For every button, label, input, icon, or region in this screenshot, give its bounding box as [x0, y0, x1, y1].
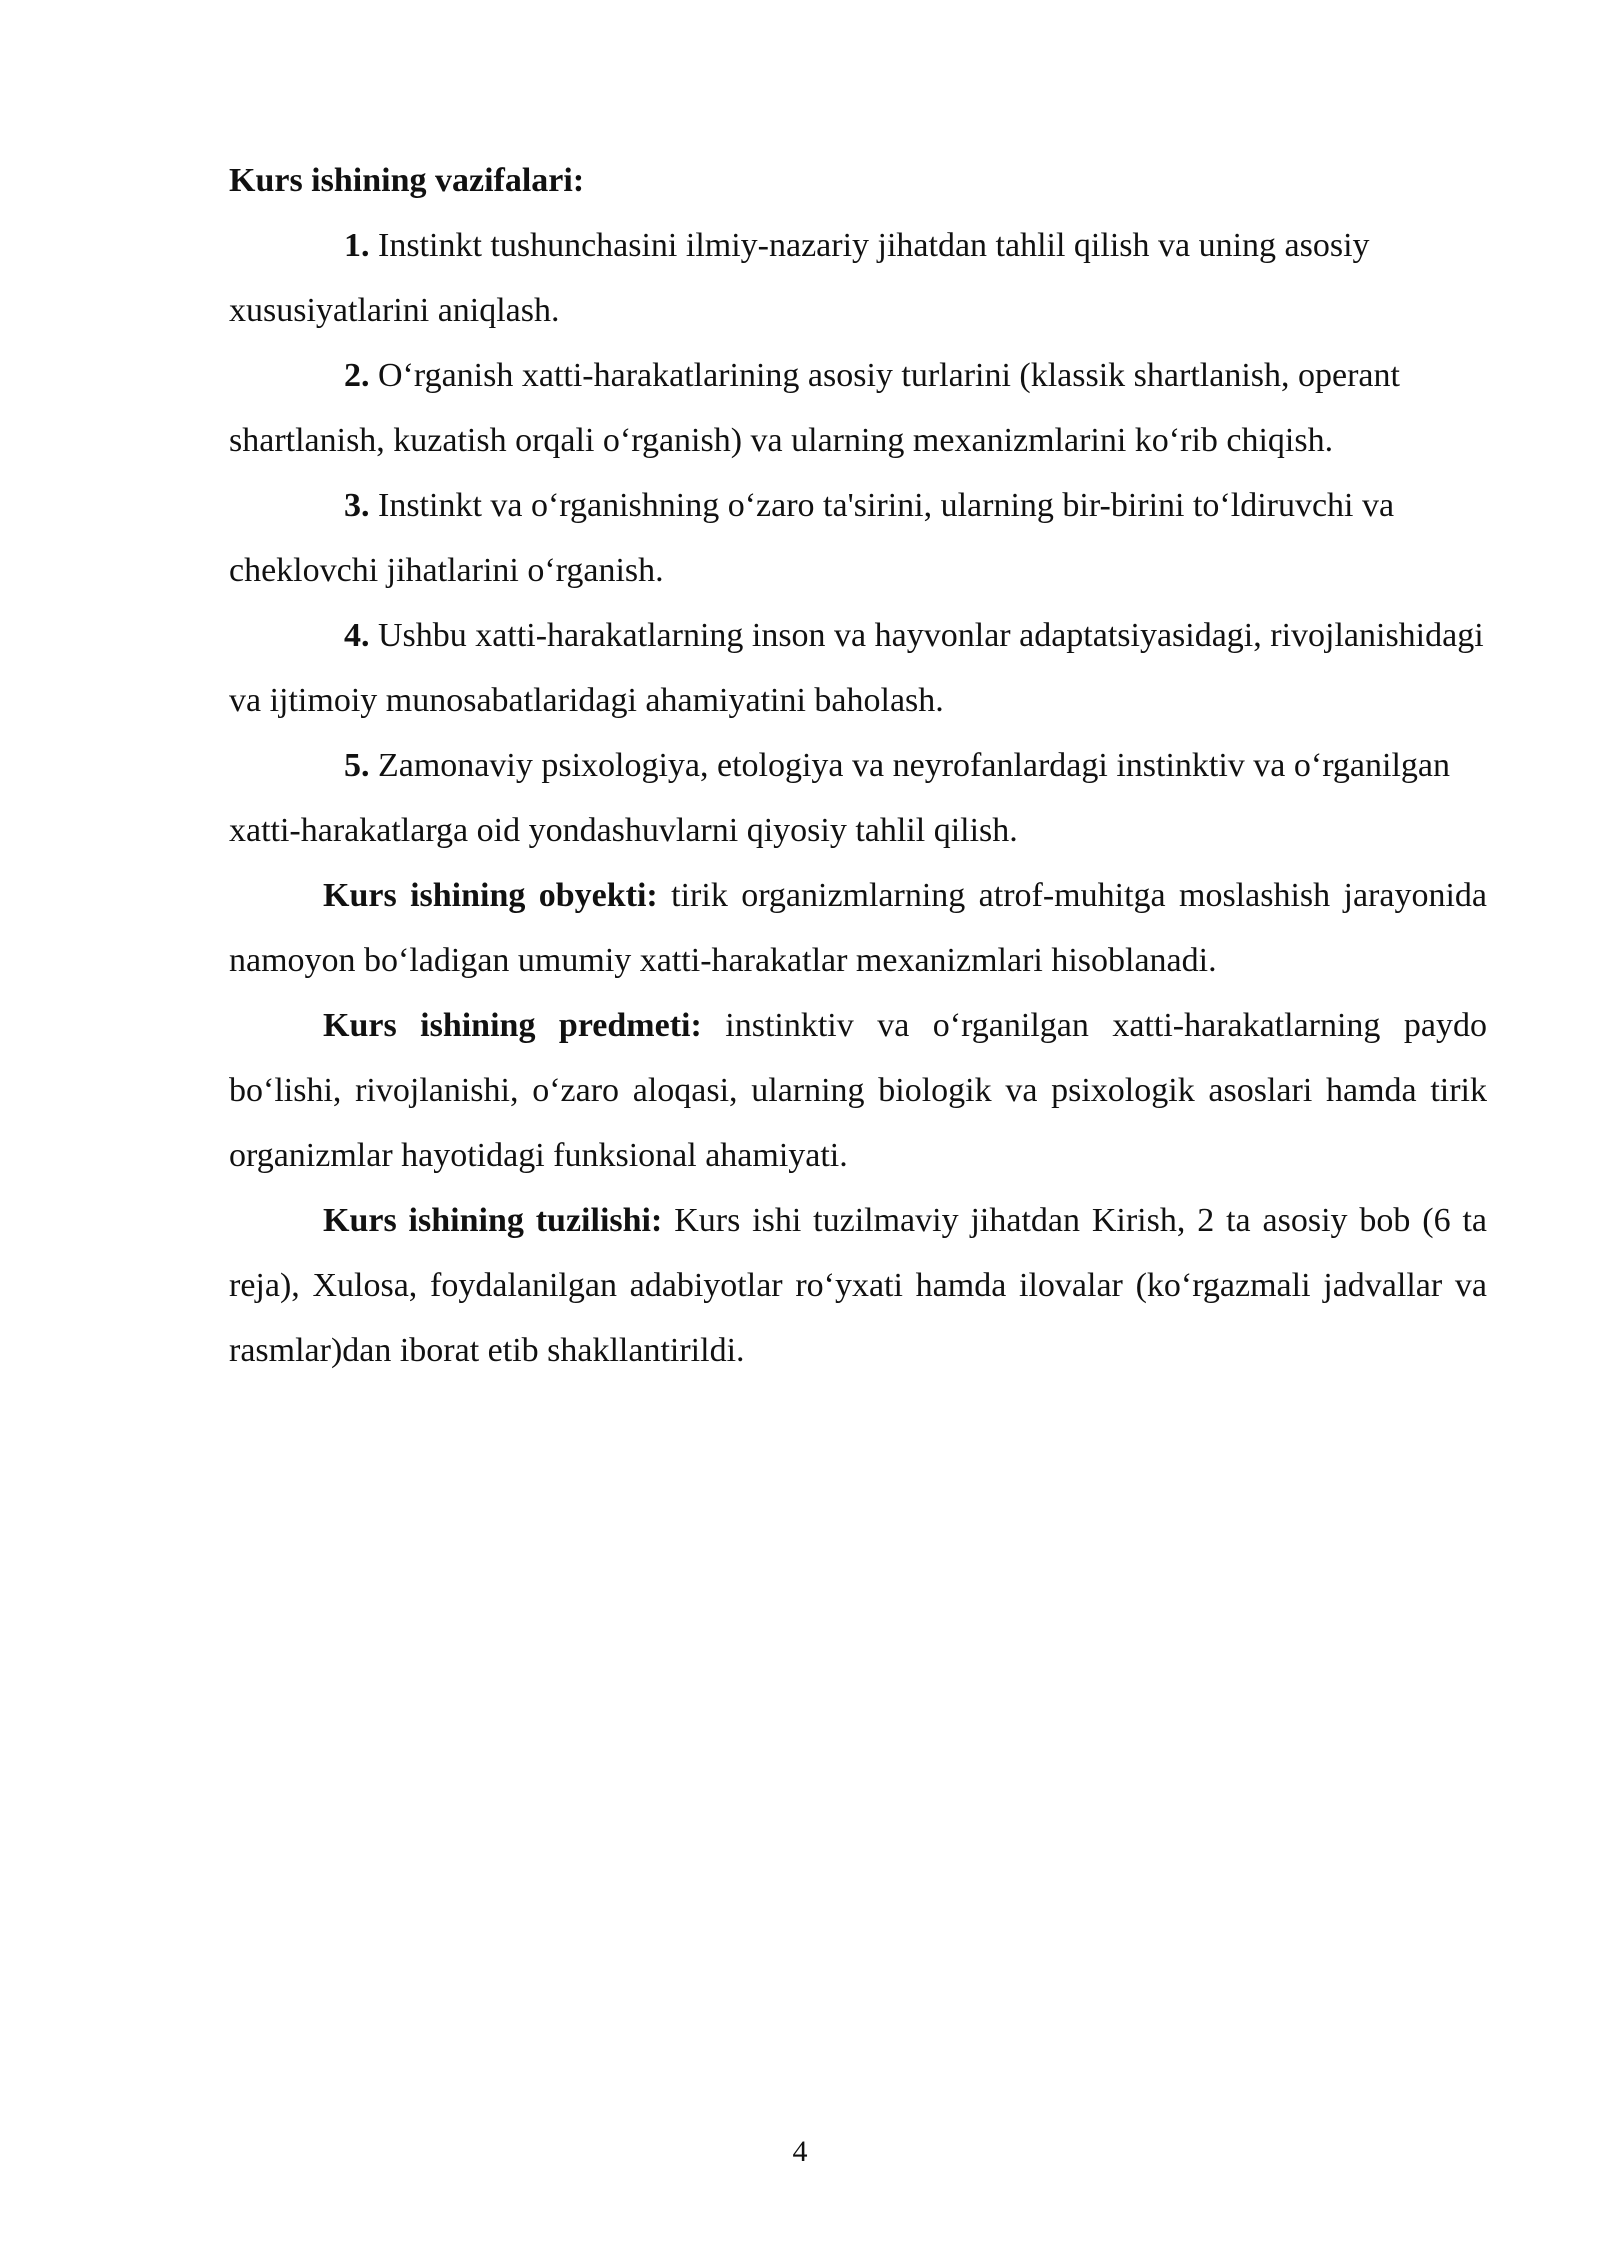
task-number: 5. [344, 747, 370, 784]
structure-text: Kurs ishi tuzilmaviy jihatdan Kirish, 2 ta asosiy bob (6 ta reja), Xulosa, foydalanilgan adabiyotlar ro‘yxati hamda ilovalar (ko‘rgazmali jadvallar va rasmlar)dan iborat etib shakllantirildi. [229, 1202, 1488, 1369]
task-number: 1. [344, 227, 370, 264]
object-text: tirik organizmlarning atrof-muhitga moslashish jarayonida namoyon bo‘ladigan umumiy xatti-harakatlar mexanizmlari hisoblanadi. [229, 877, 1488, 979]
document-page [229, 148, 1487, 1383]
task-text: Zamonaviy psixologiya, etologiya va neyrofanlardagi instinktiv va o‘rganilgan xatti-harakatlarga oid yondashuvlarni qiyosiy tahlil qilish. [229, 747, 1450, 849]
subject-text: instinktiv va o‘rganilgan xatti-harakatlarning paydo bo‘lishi, rivojlanishi, o‘zaro aloqasi, ularning biologik va psixologik asoslari hamda tirik organizmlar hayotidagi funksional ahamiyati. [229, 1007, 1487, 1174]
subject-paragraph [229, 993, 1487, 1188]
structure-label: Kurs ishining tuzilishi: [323, 1202, 663, 1239]
task-number: 3. [344, 487, 370, 524]
subject-label: Kurs ishining predmeti: [323, 1007, 702, 1044]
object-label: Kurs ishining obyekti: [323, 877, 658, 914]
task-item-5 [229, 733, 1487, 863]
object-paragraph [229, 863, 1487, 993]
task-number: 2. [344, 357, 370, 394]
task-text: Instinkt tushunchasini ilmiy-nazariy jihatdan tahlil qilish va uning asosiy xususiyatlarini aniqlash. [229, 227, 1370, 329]
task-text: O‘rganish xatti-harakatlarining asosiy turlarini (klassik shartlanish, operant shartlanish, kuzatish orqali o‘rganish) va ularning mexanizmlarini ko‘rib chiqish. [229, 357, 1400, 459]
task-text: Instinkt va o‘rganishning o‘zaro ta'sirini, ularning bir-birini to‘ldiruvchi va cheklovchi jihatlarini o‘rganish. [229, 487, 1395, 589]
task-number: 4. [344, 617, 370, 654]
task-text: Ushbu xatti-harakatlarning inson va hayvonlar adaptatsiyasidagi, rivojlanishidagi va ijtimoiy munosabatlaridagi ahamiyatini baholash. [229, 617, 1484, 719]
page-number: 4 [792, 2135, 808, 2168]
tasks-heading: Kurs ishining vazifalari: [229, 162, 585, 199]
task-item-2 [229, 343, 1487, 473]
task-item-1 [229, 213, 1487, 343]
task-item-3 [229, 473, 1487, 603]
structure-paragraph [229, 1188, 1487, 1383]
task-item-4 [229, 603, 1487, 733]
